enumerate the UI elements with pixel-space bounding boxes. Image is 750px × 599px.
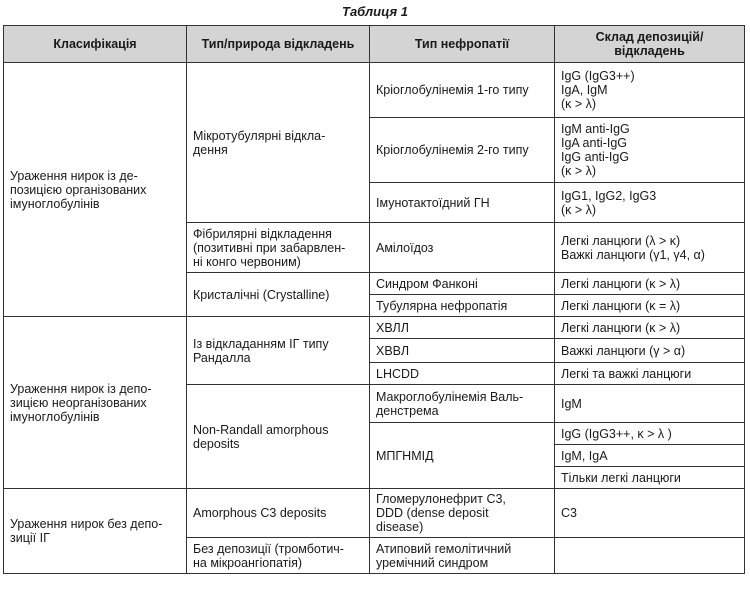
hcdd-cell: ХВВЛ (370, 339, 555, 363)
group3-label: Ураження нирок без депо- зиції ІГ (4, 489, 187, 574)
header-classification: Класифікація (4, 26, 187, 63)
group1-label: Ураження нирок із де- позицією організованих імуноглобулінів (4, 63, 187, 317)
cryo2-comp: IgM anti-IgG IgA anti-IgG IgG anti-IgG (κ > λ) (555, 118, 745, 183)
nodep-type: Без депозиції (тромботич- на мікроангіопатія) (187, 538, 370, 574)
table-row (4, 63, 745, 118)
header-nephropathy: Тип нефропатії (370, 26, 555, 63)
table-row (4, 489, 745, 538)
fanconi-comp: Легкі ланцюги (κ > λ) (555, 273, 745, 295)
fibril-type: Фібрилярні відкладення (позитивні при забарвлен- ні конго червоним) (187, 223, 370, 273)
nonrandall-type: Non-Randall amorphous deposits (187, 385, 370, 489)
cryo1-comp: IgG (IgG3++) IgA, IgM (κ > λ) (555, 63, 745, 118)
ahus-cell: Атиповий гемолітичний уремічний синдром (370, 538, 555, 574)
crystal-type: Кристалічні (Crystalline) (187, 273, 370, 317)
randall-type: Із відкладанням ІГ типу Рандалла (187, 317, 370, 385)
waldenstrom-cell: Макроглобулінемія Валь- денстрема (370, 385, 555, 423)
lhcdd-comp: Легкі та важкі ланцюги (555, 363, 745, 385)
lcdd-comp: Легкі ланцюги (κ > λ) (555, 317, 745, 339)
header-type: Тип/природа відкладень (187, 26, 370, 63)
lhcdd-cell: LHCDD (370, 363, 555, 385)
hcdd-comp: Важкі ланцюги (γ > α) (555, 339, 745, 363)
table-row (4, 317, 745, 339)
fanconi-cell: Синдром Фанконі (370, 273, 555, 295)
ahus-comp (555, 538, 745, 574)
mpgn-comp1: IgG (IgG3++, κ > λ ) (555, 423, 745, 445)
immuno-comp: IgG1, IgG2, IgG3 (κ > λ) (555, 183, 745, 223)
mpgn-comp3: Тільки легкі ланцюги (555, 467, 745, 489)
c3dep-type: Amorphous C3 deposits (187, 489, 370, 538)
amyloid-cell: Амілоїдоз (370, 223, 555, 273)
waldenstrom-comp: IgM (555, 385, 745, 423)
group2-label: Ураження нирок із депо- зицією неорганізованих імуноглобулінів (4, 317, 187, 489)
amyloid-comp: Легкі ланцюги (λ > κ) Важкі ланцюги (γ1, γ4, α) (555, 223, 745, 273)
cryo1-cell: Кріоглобулінемія 1-го типу (370, 63, 555, 118)
mpgn-cell: МПГНМІД (370, 423, 555, 489)
classification-table (3, 25, 745, 574)
gn-comp: С3 (555, 489, 745, 538)
table-caption: Таблиця 1 (342, 4, 408, 19)
lcdd-cell: ХВЛЛ (370, 317, 555, 339)
header-composition: Склад депозицій/ відкладень (555, 26, 745, 63)
cryo2-cell: Кріоглобулінемія 2-го типу (370, 118, 555, 183)
micro-type: Мікротубулярні відкла- дення (187, 63, 370, 223)
immuno-cell: Імунотактоїдний ГН (370, 183, 555, 223)
header-row (4, 26, 745, 63)
mpgn-comp2: IgM, IgA (555, 445, 745, 467)
tubular-cell: Тубулярна нефропатія (370, 295, 555, 317)
gn-cell: Гломерулонефрит С3, DDD (dense deposit disease) (370, 489, 555, 538)
tubular-comp: Легкі ланцюги (κ = λ) (555, 295, 745, 317)
